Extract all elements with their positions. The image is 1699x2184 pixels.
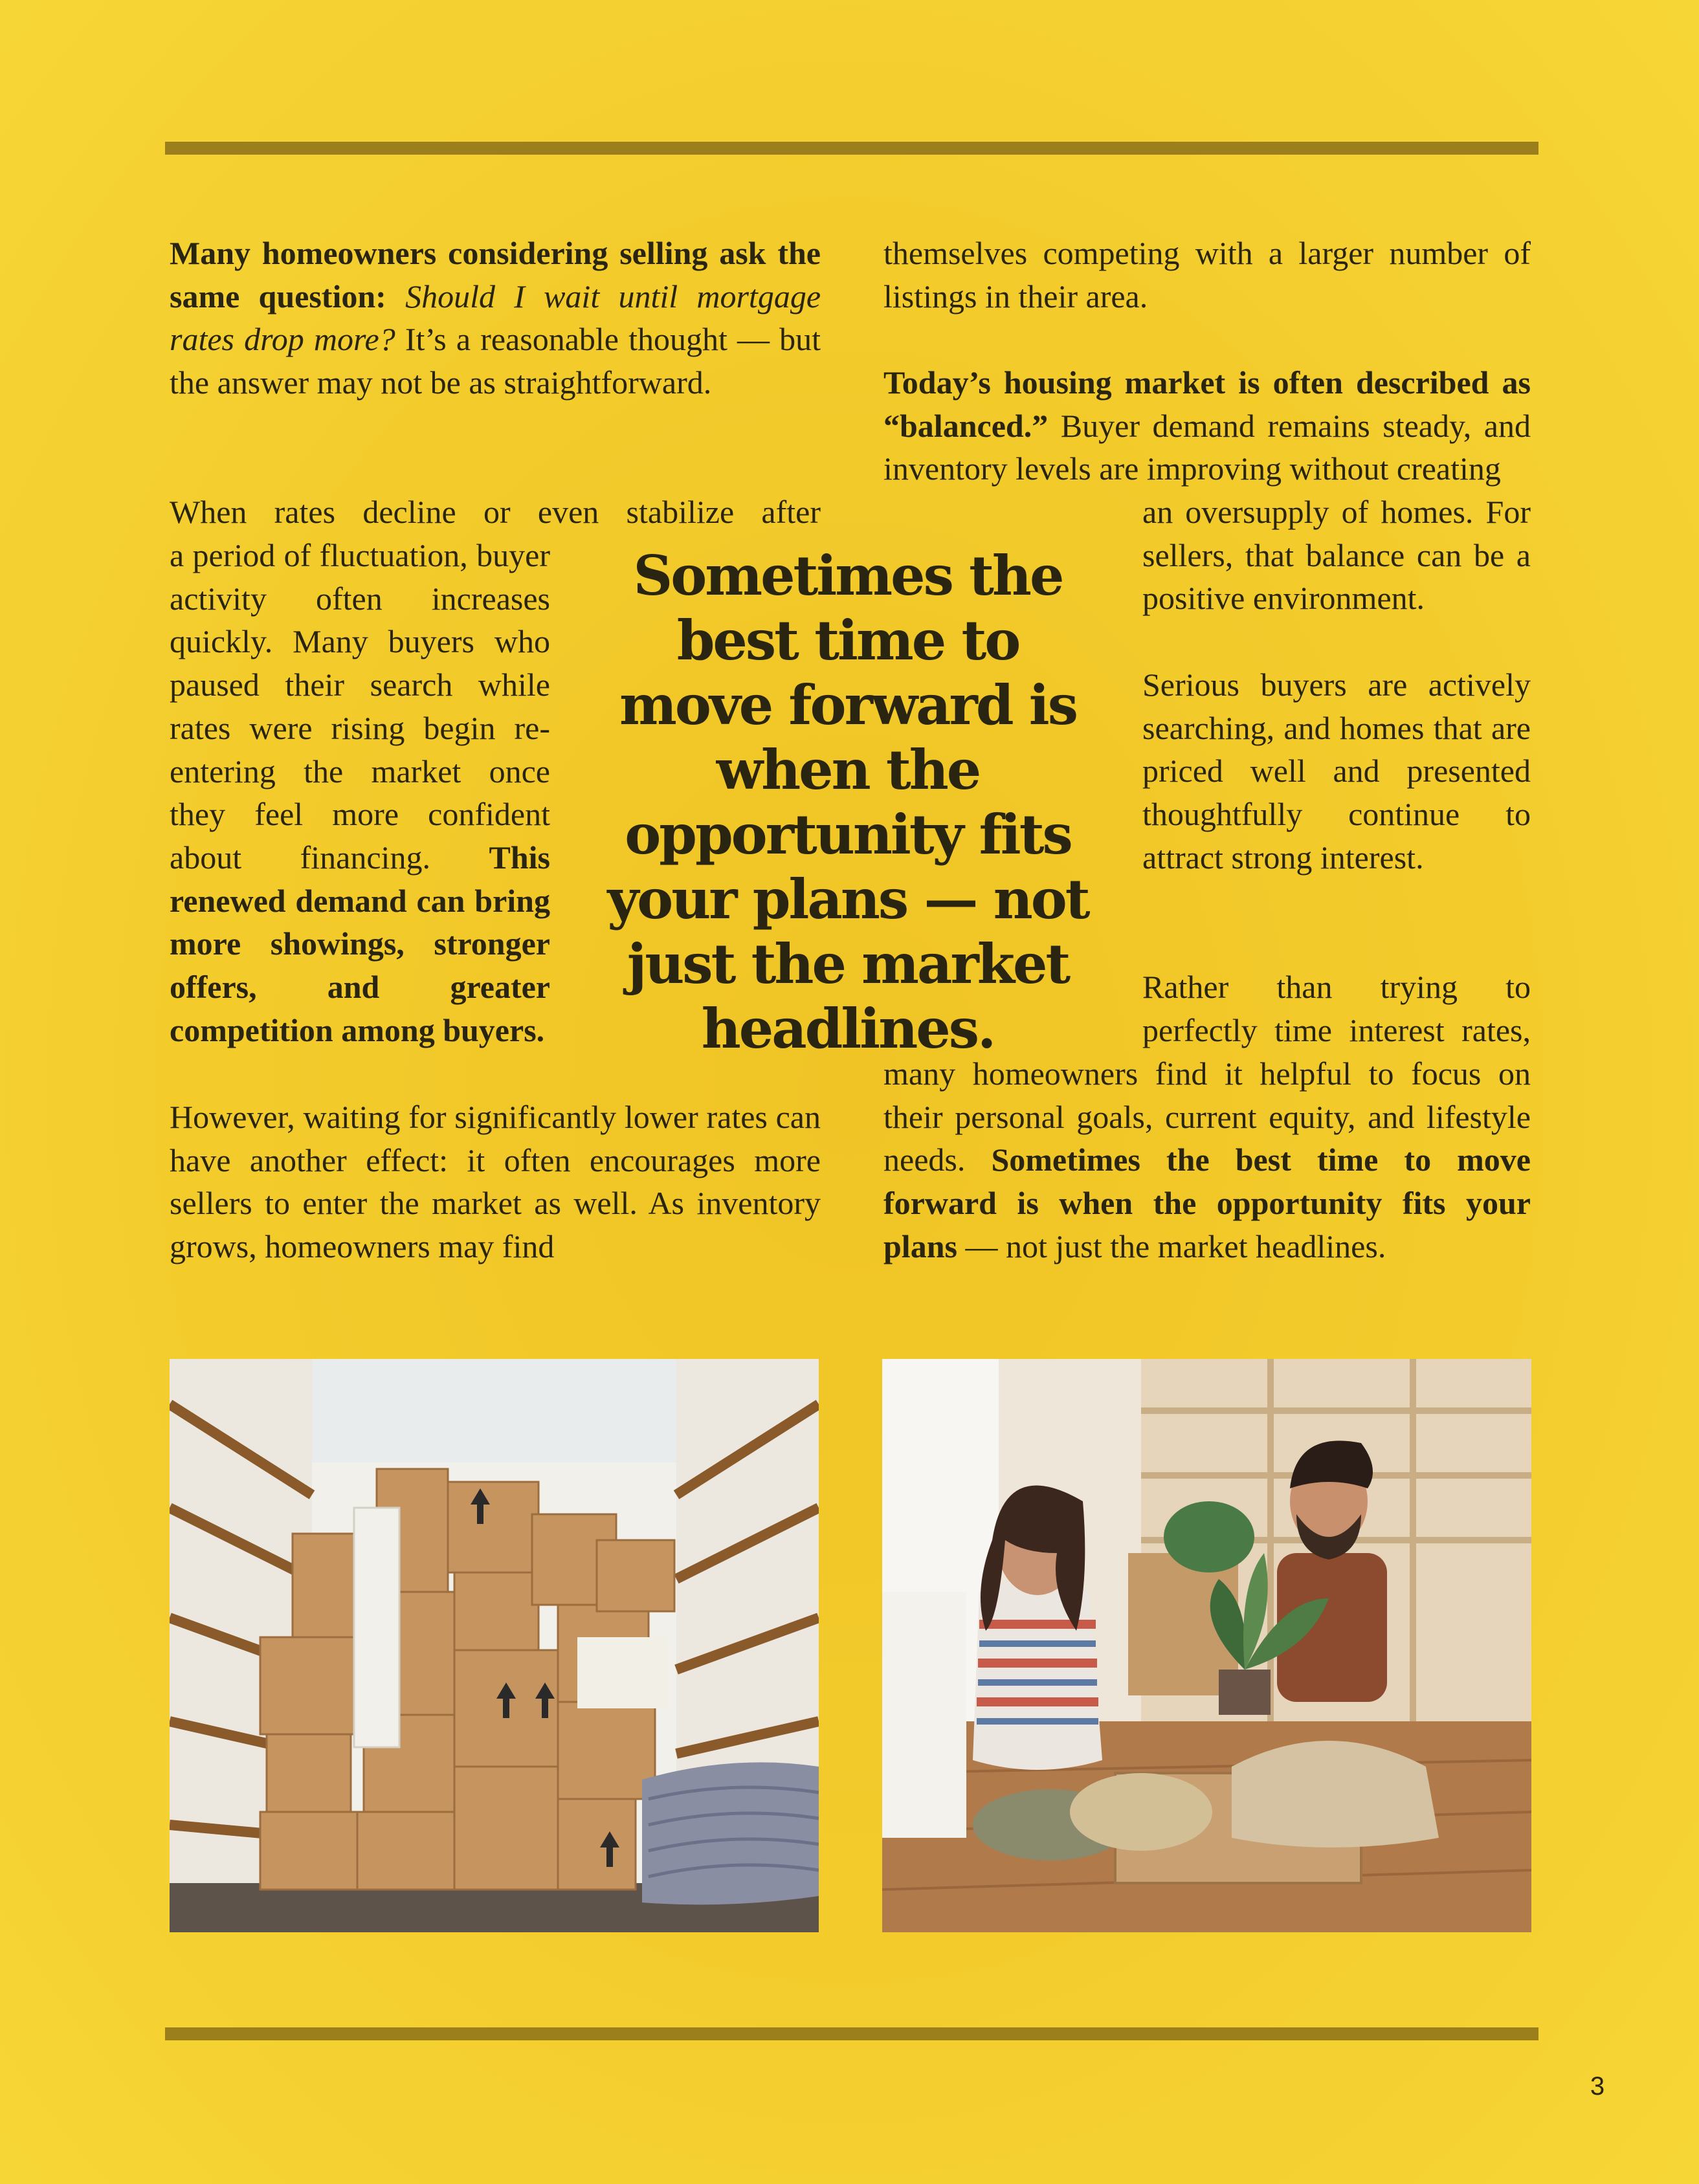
timing-paragraph-text: many homeowners find it helpful to focus on their personal goals, current equity, and lifestyle needs. xyxy=(883,1055,1531,1178)
intro-rest: It’s a reasonable thought — but the answer may not be as straightforward. xyxy=(170,321,821,401)
couple-unpacking-photo xyxy=(882,1359,1531,1932)
balanced-market-bold: Today’s housing market is often described as “balanced.” xyxy=(883,364,1531,444)
timing-paragraph xyxy=(883,1052,1531,1268)
balanced-market-tail: an oversupply of homes. For sellers, that balance can be a positive environment. xyxy=(1142,494,1531,617)
intro-paragraph xyxy=(170,232,821,404)
rates-paragraph xyxy=(170,534,550,1052)
balanced-market-rest: Buyer demand remains steady, and inventory levels are improving without creating xyxy=(883,407,1531,487)
rates-paragraph-text: a period of fluctuation, buyer activity often increases quickly. Many buyers who paused their search while rates were rising begin re-entering the market once they feel more confident about financing. xyxy=(170,537,550,876)
rates-paragraph-intro: When rates decline or even stabilize after xyxy=(170,494,821,530)
timing-paragraph-bold: Sometimes the best time to move forward is when the opportunity fits your plans xyxy=(883,1142,1531,1264)
timing-paragraph-intro xyxy=(1142,965,1531,1052)
rates-paragraph-bold: This renewed demand can bring more showings, stronger offers, and greater competition among buyers. xyxy=(170,839,551,1048)
pull-quote: Sometimes the best time to move forward is when the opportunity fits your plans — not just the market headlines. xyxy=(607,544,1089,1061)
intro-italic-question: Should I wait until mortgage rates drop more? xyxy=(170,278,821,358)
inventory-paragraph-continued: themselves competing with a larger number of listings in their area. xyxy=(883,235,1531,314)
serious-buyers-paragraph: Serious buyers are actively searching, and homes that are priced well and presented thoughtfully continue to attract strong interest. xyxy=(1142,667,1531,876)
moving-truck-boxes-photo xyxy=(170,1359,819,1932)
timing-paragraph-end: — not just the market headlines. xyxy=(965,1228,1386,1264)
intro-bold: Many homeowners considering selling ask the same question: xyxy=(170,235,821,314)
page-number: 3 xyxy=(1590,2072,1605,2101)
balanced-market-paragraph xyxy=(883,361,1531,491)
top-rule xyxy=(165,142,1538,155)
inventory-paragraph: However, waiting for significantly lower rates can have another effect: it often encourages more sellers to enter the market as well. As inventory grows, homeowners may find xyxy=(170,1099,821,1265)
bottom-rule xyxy=(165,2027,1538,2040)
timing-paragraph-intro-text: Rather than trying to perfectly time interest rates, xyxy=(1142,969,1531,1048)
